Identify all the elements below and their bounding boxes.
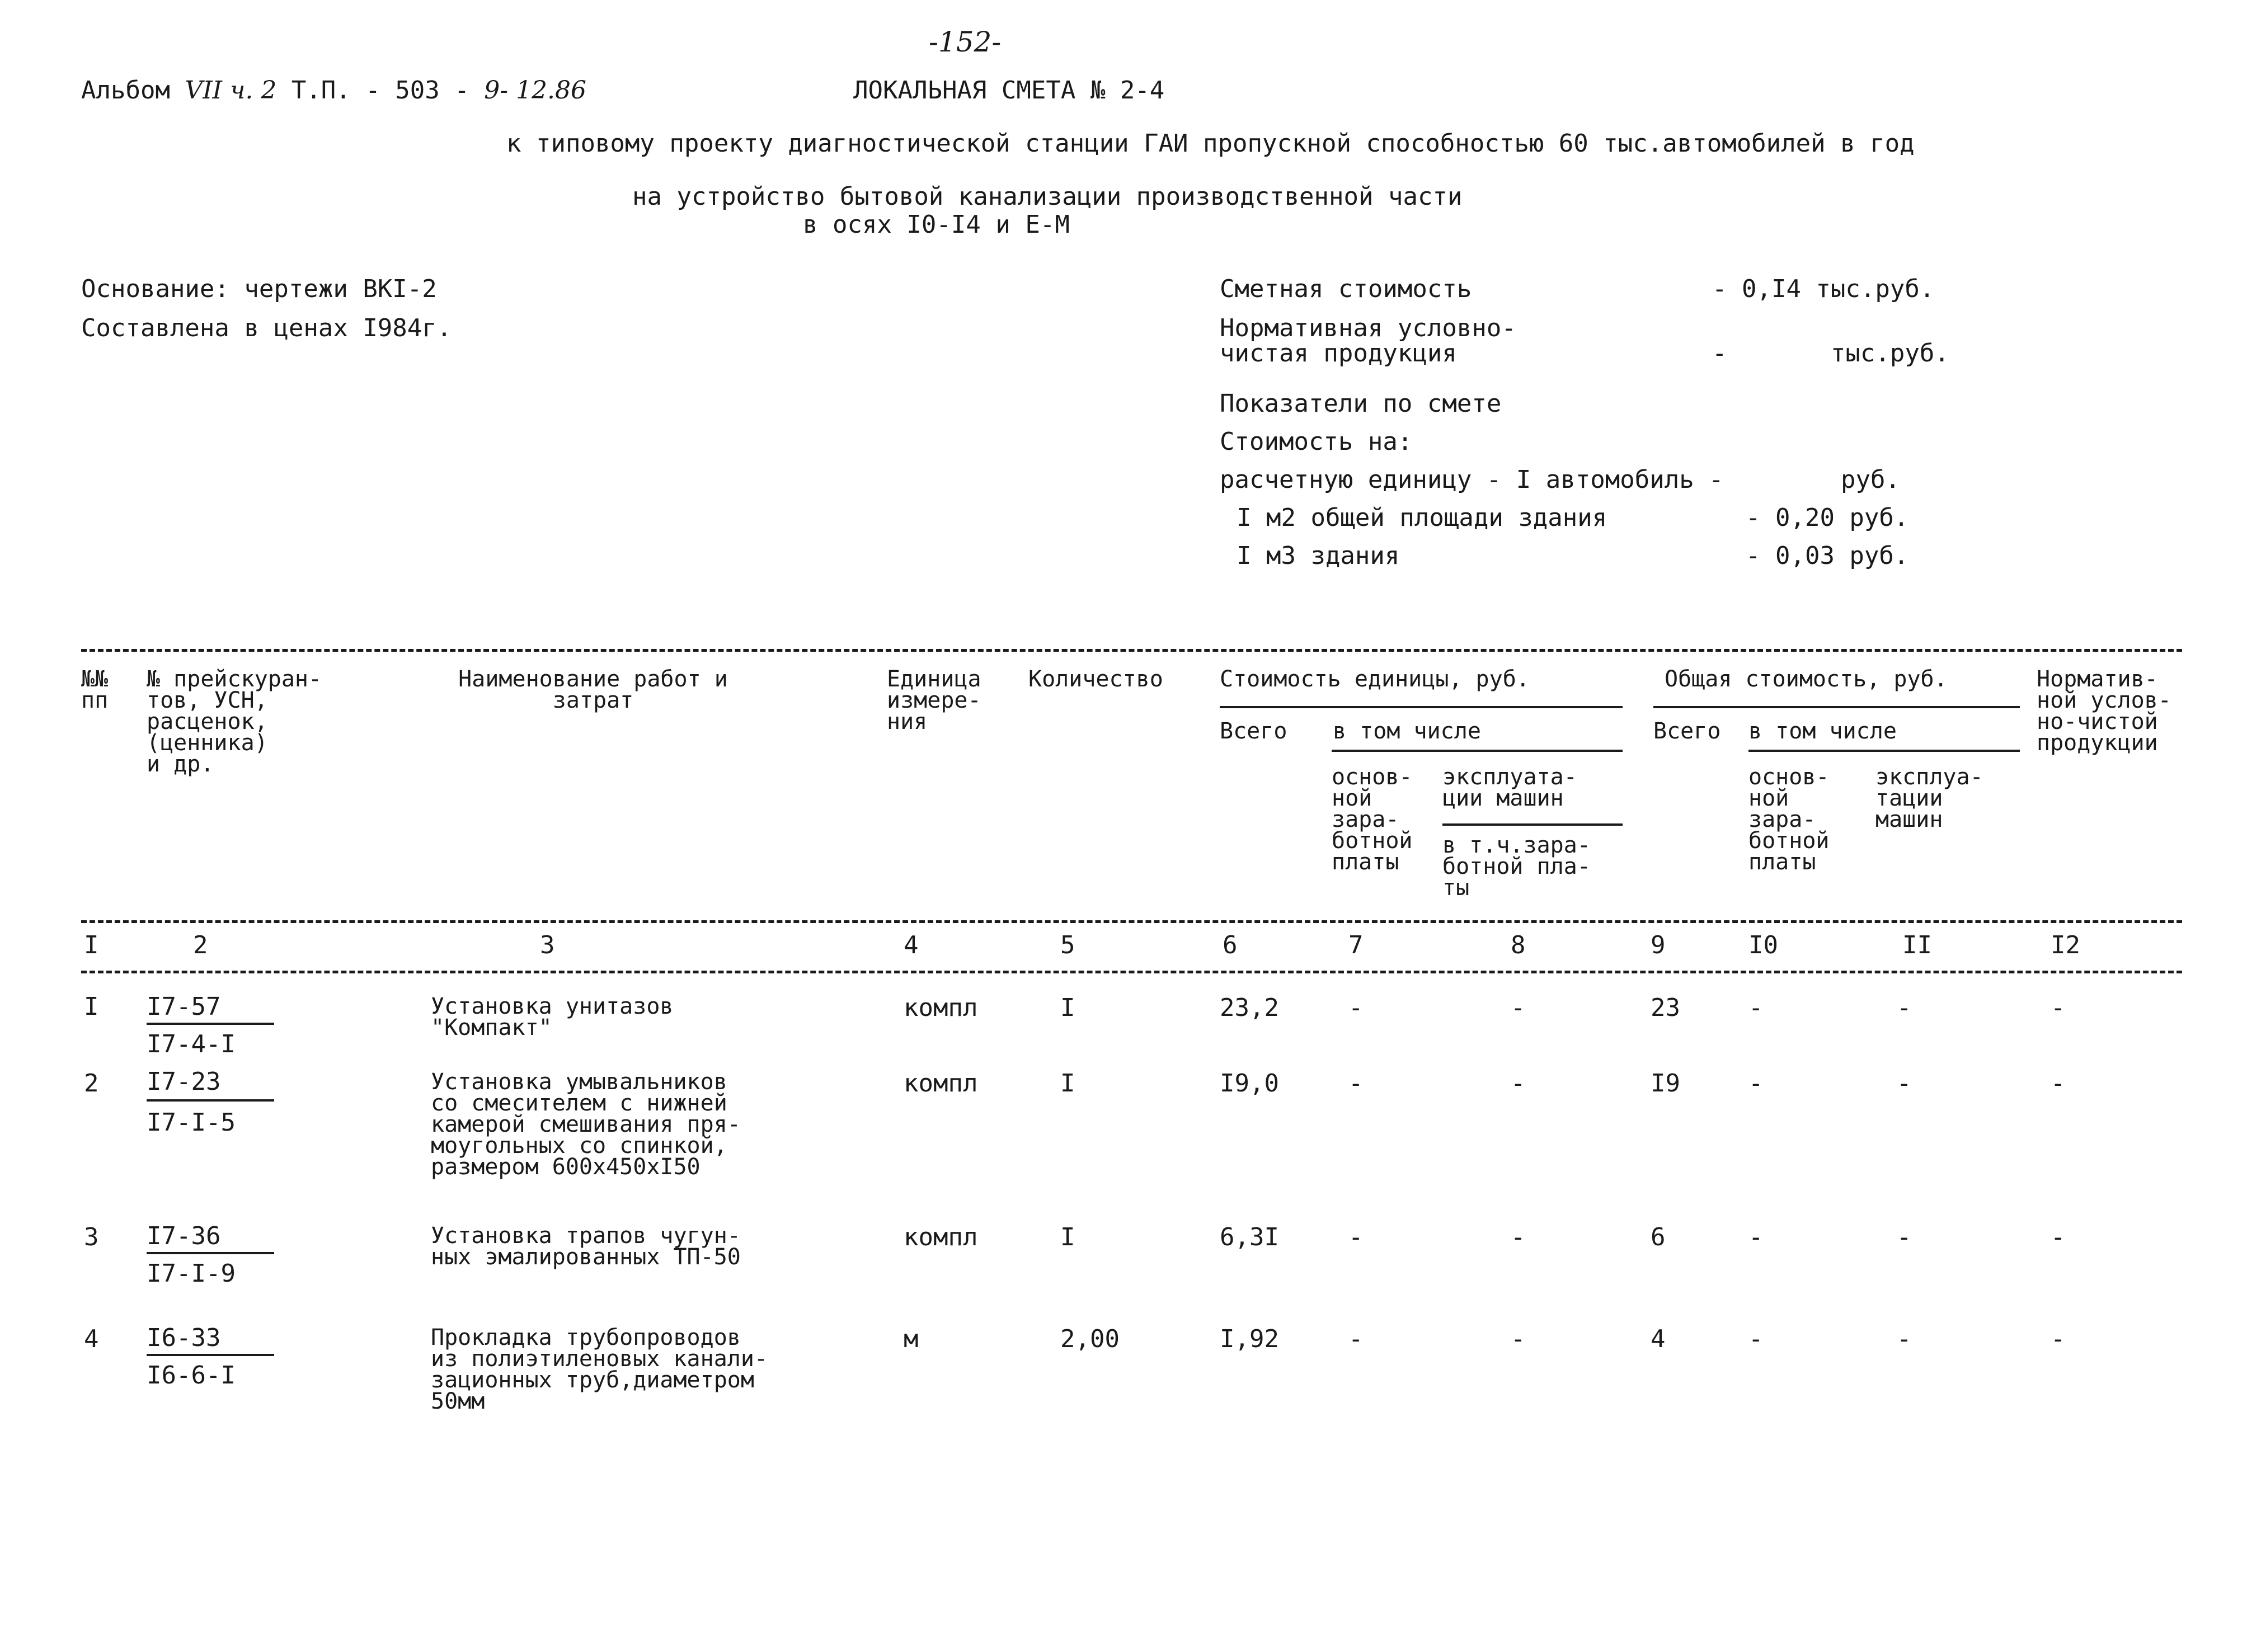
album-volume-handwritten: VII ч. 2: [185, 76, 277, 105]
cost-per-label: Стоимость на:: [1220, 427, 1413, 456]
work-name: Прокладка трубопроводов из полиэтиленовых канали- зационных труб,диаметром 50мм: [431, 1325, 768, 1414]
album-middle: Т.П. - 503 -: [291, 76, 469, 105]
unit-cost: I,92: [1220, 1325, 1279, 1353]
quantity: I: [1060, 1069, 1075, 1098]
work-name: Установка умывальников со смесителем с нижней камерой смешивания пря- моугольных со спинкой, размером 600х450хI50: [431, 1069, 741, 1180]
code-fraction-line: [147, 1023, 274, 1025]
normative-product: -: [2051, 1325, 2066, 1353]
header-normative-product: Норматив- ной услов- но-чистой продукции: [2037, 666, 2171, 756]
code-bottom: I7-4-I: [147, 1030, 236, 1058]
code-fraction-line: [147, 1252, 274, 1254]
total-cost: 4: [1651, 1325, 1666, 1353]
column-number-11: II: [1902, 931, 1932, 959]
work-name: Установка трапов чугун- ных эмалированных ТП-50: [431, 1223, 741, 1270]
total-wages: -: [1748, 1069, 1764, 1098]
unit-wages: -: [1348, 994, 1364, 1022]
unit-machine-wages: -: [1511, 1069, 1526, 1098]
basis-text: Основание: чертежи ВКI-2: [81, 275, 437, 303]
column-number-2: 2: [193, 931, 208, 959]
unit-machine-wages: -: [1511, 1223, 1526, 1251]
row-number: 2: [84, 1069, 99, 1098]
unit-cost: I9,0: [1220, 1069, 1279, 1098]
normative-value: - тыс.руб.: [1712, 339, 1949, 368]
unit-cost-including-underline: [1332, 750, 1623, 752]
header-unit-cost-group: Стоимость единицы, руб.: [1220, 666, 1530, 692]
per-m2-value: - 0,20 руб.: [1746, 503, 1909, 532]
header-row-number: №№ пп: [81, 666, 109, 713]
column-number-12: I2: [2051, 931, 2080, 959]
column-number-9: 9: [1651, 931, 1666, 959]
unit-machine-wages: -: [1511, 1325, 1526, 1353]
header-unit-cost-machines: эксплуата- ции машин: [1442, 764, 1577, 811]
per-unit-value: руб.: [1841, 465, 1900, 494]
total-cost: 23: [1651, 994, 1680, 1022]
estimated-cost-value: - 0,I4 тыс.руб.: [1712, 275, 1935, 303]
per-unit-label: расчетную единицу - I автомобиль -: [1220, 465, 1724, 494]
total-machines: -: [1897, 994, 1912, 1022]
work-name: Установка унитазов "Компакт": [431, 994, 674, 1041]
column-number-4: 4: [904, 931, 919, 959]
row-number: 3: [84, 1223, 99, 1251]
code-fraction-line: [147, 1099, 274, 1102]
normative-label-1: Нормативная условно-: [1220, 314, 1516, 342]
estimated-cost-label: Сметная стоимость: [1220, 275, 1472, 303]
code-bottom: I7-I-9: [147, 1259, 236, 1288]
subtitle-scope: на устройство бытовой канализации производственной части: [632, 182, 1463, 211]
column-number-8: 8: [1511, 931, 1526, 959]
unit-cost-machines-underline: [1442, 823, 1623, 826]
normative-label-2: чистая продукция: [1220, 339, 1457, 368]
header-total-cost-including: в том числе: [1748, 718, 1897, 744]
header-unit-cost-including: в том числе: [1333, 718, 1481, 744]
total-wages: -: [1748, 994, 1764, 1022]
column-numbers-rule: [81, 971, 2182, 973]
total-machines: -: [1897, 1069, 1912, 1098]
per-m2-label: I м2 общей площади здания: [1237, 503, 1607, 532]
column-number-5: 5: [1060, 931, 1075, 959]
unit-wages: -: [1348, 1069, 1364, 1098]
unit-cost: 6,3I: [1220, 1223, 1279, 1251]
header-unit-cost-wages: основ- ной зара- ботной платы: [1332, 764, 1413, 875]
page-number: -152-: [929, 26, 1002, 58]
unit-cost-group-underline: [1220, 706, 1623, 708]
prices-text: Составлена в ценах I984г.: [81, 314, 452, 342]
code-bottom: I7-I-5: [147, 1108, 236, 1137]
header-total-cost-wages: основ- ной зара- ботной платы: [1748, 764, 1830, 875]
total-cost: I9: [1651, 1069, 1680, 1098]
code-top: I6-33: [147, 1324, 221, 1352]
column-number-1: I: [84, 931, 99, 959]
unit-machine-wages: -: [1511, 994, 1526, 1022]
row-number: 4: [84, 1325, 99, 1353]
album-prefix: Альбом: [81, 76, 170, 105]
subtitle-axes: в осях I0-I4 и Е-М: [803, 210, 1070, 239]
total-wages: -: [1748, 1325, 1764, 1353]
unit: м: [904, 1325, 919, 1353]
normative-product: -: [2051, 994, 2066, 1022]
header-bottom-rule: [81, 920, 2182, 923]
per-m3-value: - 0,03 руб.: [1746, 542, 1909, 570]
code-top: I7-57: [147, 992, 221, 1021]
row-number: I: [84, 992, 99, 1021]
total-machines: -: [1897, 1223, 1912, 1251]
code-top: I7-36: [147, 1222, 221, 1250]
album-reference: [81, 78, 586, 103]
header-unit-cost-machine-wages: в т.ч.зара- ботной пла- ты: [1442, 832, 1591, 901]
header-total-cost-group: Общая стоимость, руб.: [1665, 666, 1948, 692]
header-work-name: Наименование работ и затрат: [458, 666, 728, 713]
column-number-7: 7: [1348, 931, 1364, 959]
document-title: ЛОКАЛЬНАЯ СМЕТА № 2-4: [853, 76, 1165, 105]
total-cost-including-underline: [1748, 750, 2020, 752]
header-unit: Единица измере- ния: [887, 666, 981, 735]
normative-product: -: [2051, 1223, 2066, 1251]
unit-wages: -: [1348, 1223, 1364, 1251]
total-wages: -: [1748, 1223, 1764, 1251]
unit: компл: [904, 1223, 978, 1251]
unit-wages: -: [1348, 1325, 1364, 1353]
header-quantity: Количество: [1028, 666, 1163, 692]
code-top: I7-23: [147, 1067, 221, 1096]
unit: компл: [904, 994, 978, 1022]
quantity: I: [1060, 994, 1075, 1022]
header-total-cost-machines: эксплуа- тации машин: [1875, 764, 1983, 832]
column-number-6: 6: [1223, 931, 1238, 959]
header-price-reference: № прейскуран- тов, УСН, расценок, (ценника) и др.: [147, 666, 322, 777]
code-fraction-line: [147, 1354, 274, 1356]
album-number-handwritten: 9- 12.86: [484, 76, 587, 105]
quantity: 2,00: [1060, 1325, 1120, 1353]
normative-product: -: [2051, 1069, 2066, 1098]
column-number-10: I0: [1748, 931, 1778, 959]
quantity: I: [1060, 1223, 1075, 1251]
indicators-label: Показатели по смете: [1220, 389, 1502, 418]
header-unit-cost-total: Всего: [1220, 718, 1287, 744]
header-total-cost-total: Всего: [1653, 718, 1721, 744]
unit: компл: [904, 1069, 978, 1098]
table-top-rule: [81, 649, 2182, 652]
column-number-3: 3: [540, 931, 555, 959]
total-cost: 6: [1651, 1223, 1666, 1251]
per-m3-label: I м3 здания: [1237, 542, 1400, 570]
subtitle-project: к типовому проекту диагностической станции ГАИ пропускной способностью 60 тыс.автомобилей в год: [506, 129, 1915, 158]
total-cost-group-underline: [1653, 706, 2020, 708]
unit-cost: 23,2: [1220, 994, 1279, 1022]
code-bottom: I6-6-I: [147, 1361, 236, 1390]
total-machines: -: [1897, 1325, 1912, 1353]
